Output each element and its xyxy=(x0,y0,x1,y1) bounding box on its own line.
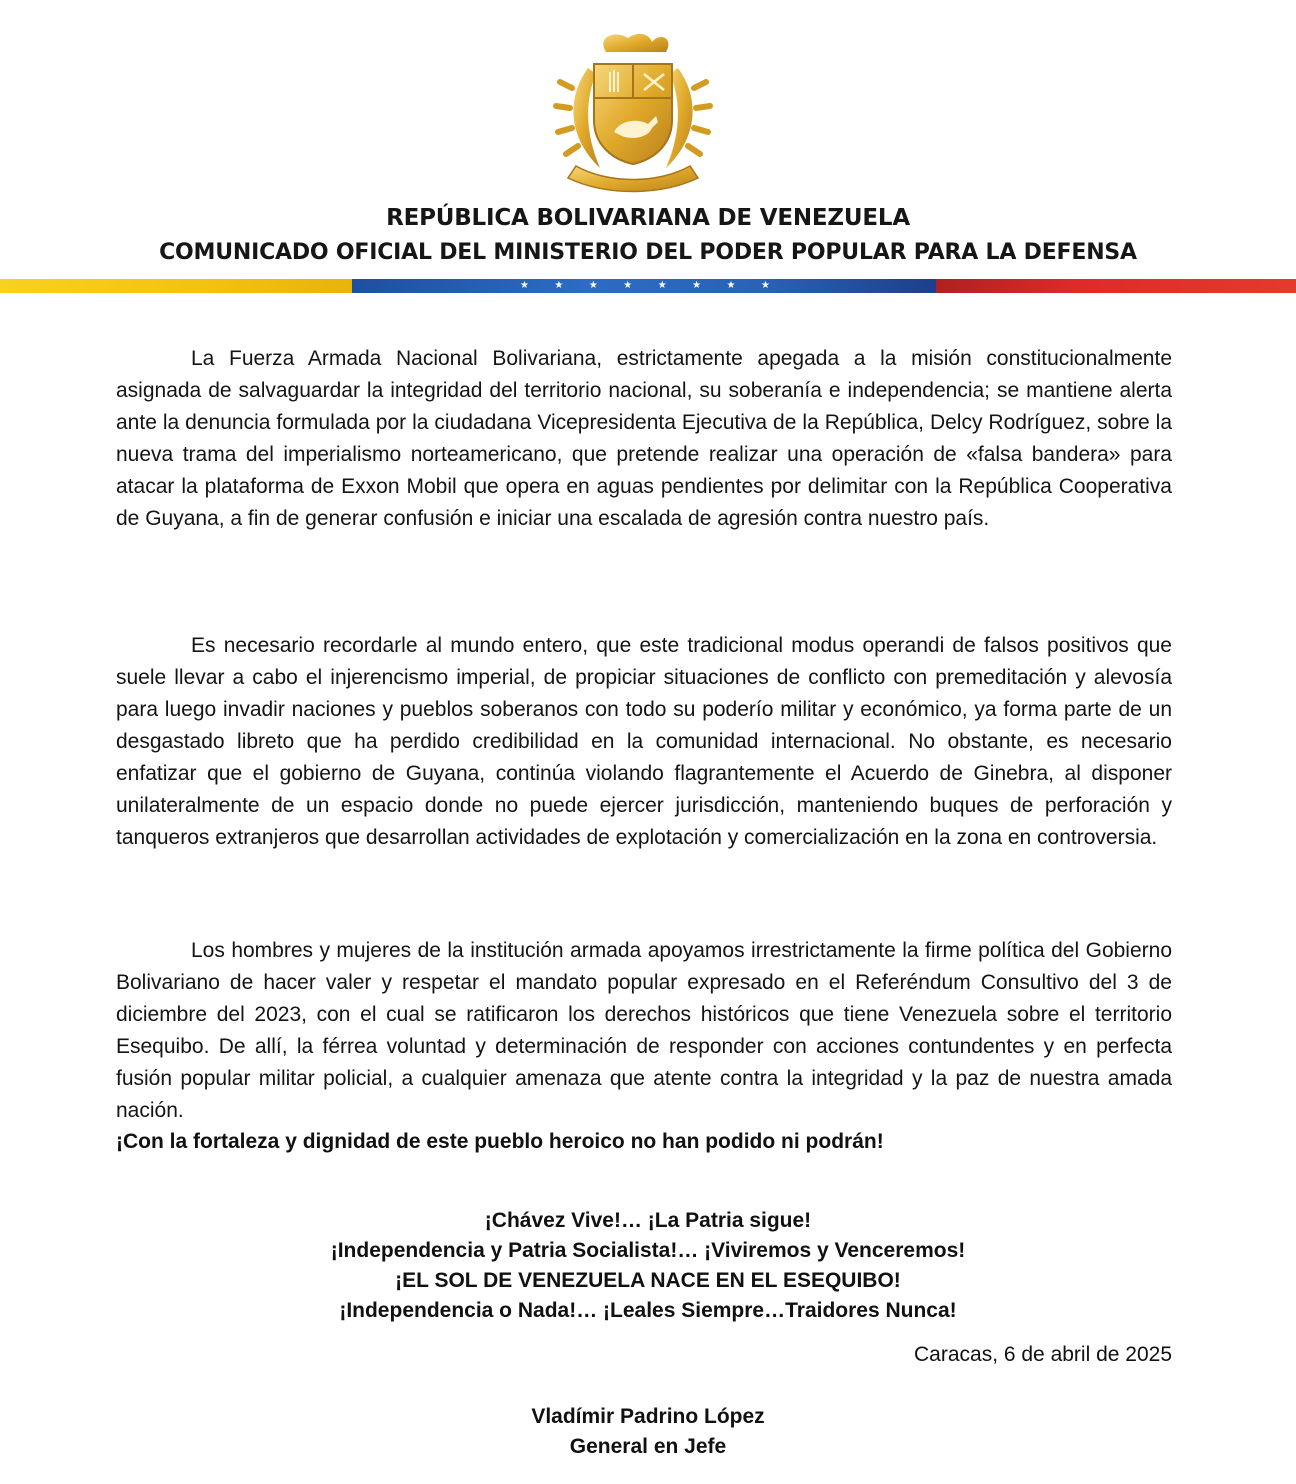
star-icon: ★ xyxy=(692,280,702,291)
signatory-title: General en Jefe xyxy=(569,1435,727,1458)
star-icon: ★ xyxy=(657,280,667,291)
closing-statement: ¡Con la fortaleza y dignidad de este pueblo heroico no han podido ni podrán! xyxy=(116,1130,884,1153)
coat-of-arms-icon xyxy=(548,28,718,196)
star-icon: ★ xyxy=(623,280,633,291)
dateline: Caracas, 6 de abril de 2025 xyxy=(914,1343,1172,1366)
flag-stars xyxy=(520,279,770,293)
star-icon: ★ xyxy=(588,280,598,291)
slogans-block xyxy=(0,1206,1296,1326)
header-country: REPÚBLICA BOLIVARIANA DE VENEZUELA xyxy=(386,205,910,231)
signatory-name: Vladímir Padrino López xyxy=(531,1405,765,1428)
flag-red-stripe xyxy=(936,279,1296,293)
slogan-line: ¡Independencia y Patria Socialista!… ¡Viviremos y Venceremos! xyxy=(330,1239,966,1262)
star-icon: ★ xyxy=(520,280,529,291)
body-paragraph-3: Los hombres y mujeres de la institución armada apoyamos irrestrictamente la firme política del Gobierno Bolivariano de hacer valer y respetar el mandato popular expresado en el Referéndum Consultivo del 3 de diciembre del 2023, con el cual se ratificaron los derechos históricos que tiene Venezuela sobre el territorio Esequibo. De allí, la férrea voluntad y determinación de responder con acciones contundentes y en perfecta fusión popular militar policial, a cualquier amenaza que atente contra la integridad y la paz de nuestra amada nación. xyxy=(116,939,1172,1122)
slogan-line: ¡Chávez Vive!… ¡La Patria sigue! xyxy=(484,1209,812,1232)
body-paragraph-2: Es necesario recordarle al mundo entero, que este tradicional modus operandi de falsos positivos que suele llevar a cabo el injerencismo imperial, de propiciar situaciones de conflicto con premeditación y alevosía para luego invadir naciones y pueblos soberanos con todo su poderío militar y económico, ya forma parte de un desgastado libreto que ha perdido credibilidad en la comunidad internacional. No obstante, es necesario enfatizar que el gobierno de Guyana, continúa violando flagrantemente el Acuerdo de Ginebra, al disponer unilateralmente de un espacio donde no puede ejercer jurisdicción, manteniendo buques de perforación y tanqueros extranjeros que desarrollan actividades de explotación y comercialización en la zona en controversia. xyxy=(116,634,1172,849)
slogan-line: ¡EL SOL DE VENEZUELA NACE EN EL ESEQUIBO! xyxy=(395,1269,901,1292)
star-icon: ★ xyxy=(760,280,770,291)
slogan-line: ¡Independencia o Nada!… ¡Leales Siempre…Traidores Nunca! xyxy=(339,1299,957,1322)
signature-block xyxy=(0,1402,1296,1462)
flag-yellow-stripe xyxy=(0,279,352,293)
header-title: COMUNICADO OFICIAL DEL MINISTERIO DEL PODER POPULAR PARA LA DEFENSA xyxy=(159,240,1137,265)
star-icon: ★ xyxy=(554,280,564,291)
body-paragraph-1: La Fuerza Armada Nacional Bolivariana, estrictamente apegada a la misión constitucionalmente asignada de salvaguardar la integridad del territorio nacional, su soberanía e independencia; se mantiene alerta ante la denuncia formulada por la ciudadana Vicepresidenta Ejecutiva de la República, Delcy Rodríguez, sobre la nueva trama del imperialismo norteamericano, que pretende realizar una operación de «falsa bandera» para atacar la plataforma de Exxon Mobil que opera en aguas pendientes por delimitar con la República Cooperativa de Guyana, a fin de generar confusión e iniciar una escalada de agresión contra nuestro país. xyxy=(116,347,1172,530)
star-icon: ★ xyxy=(726,280,736,291)
